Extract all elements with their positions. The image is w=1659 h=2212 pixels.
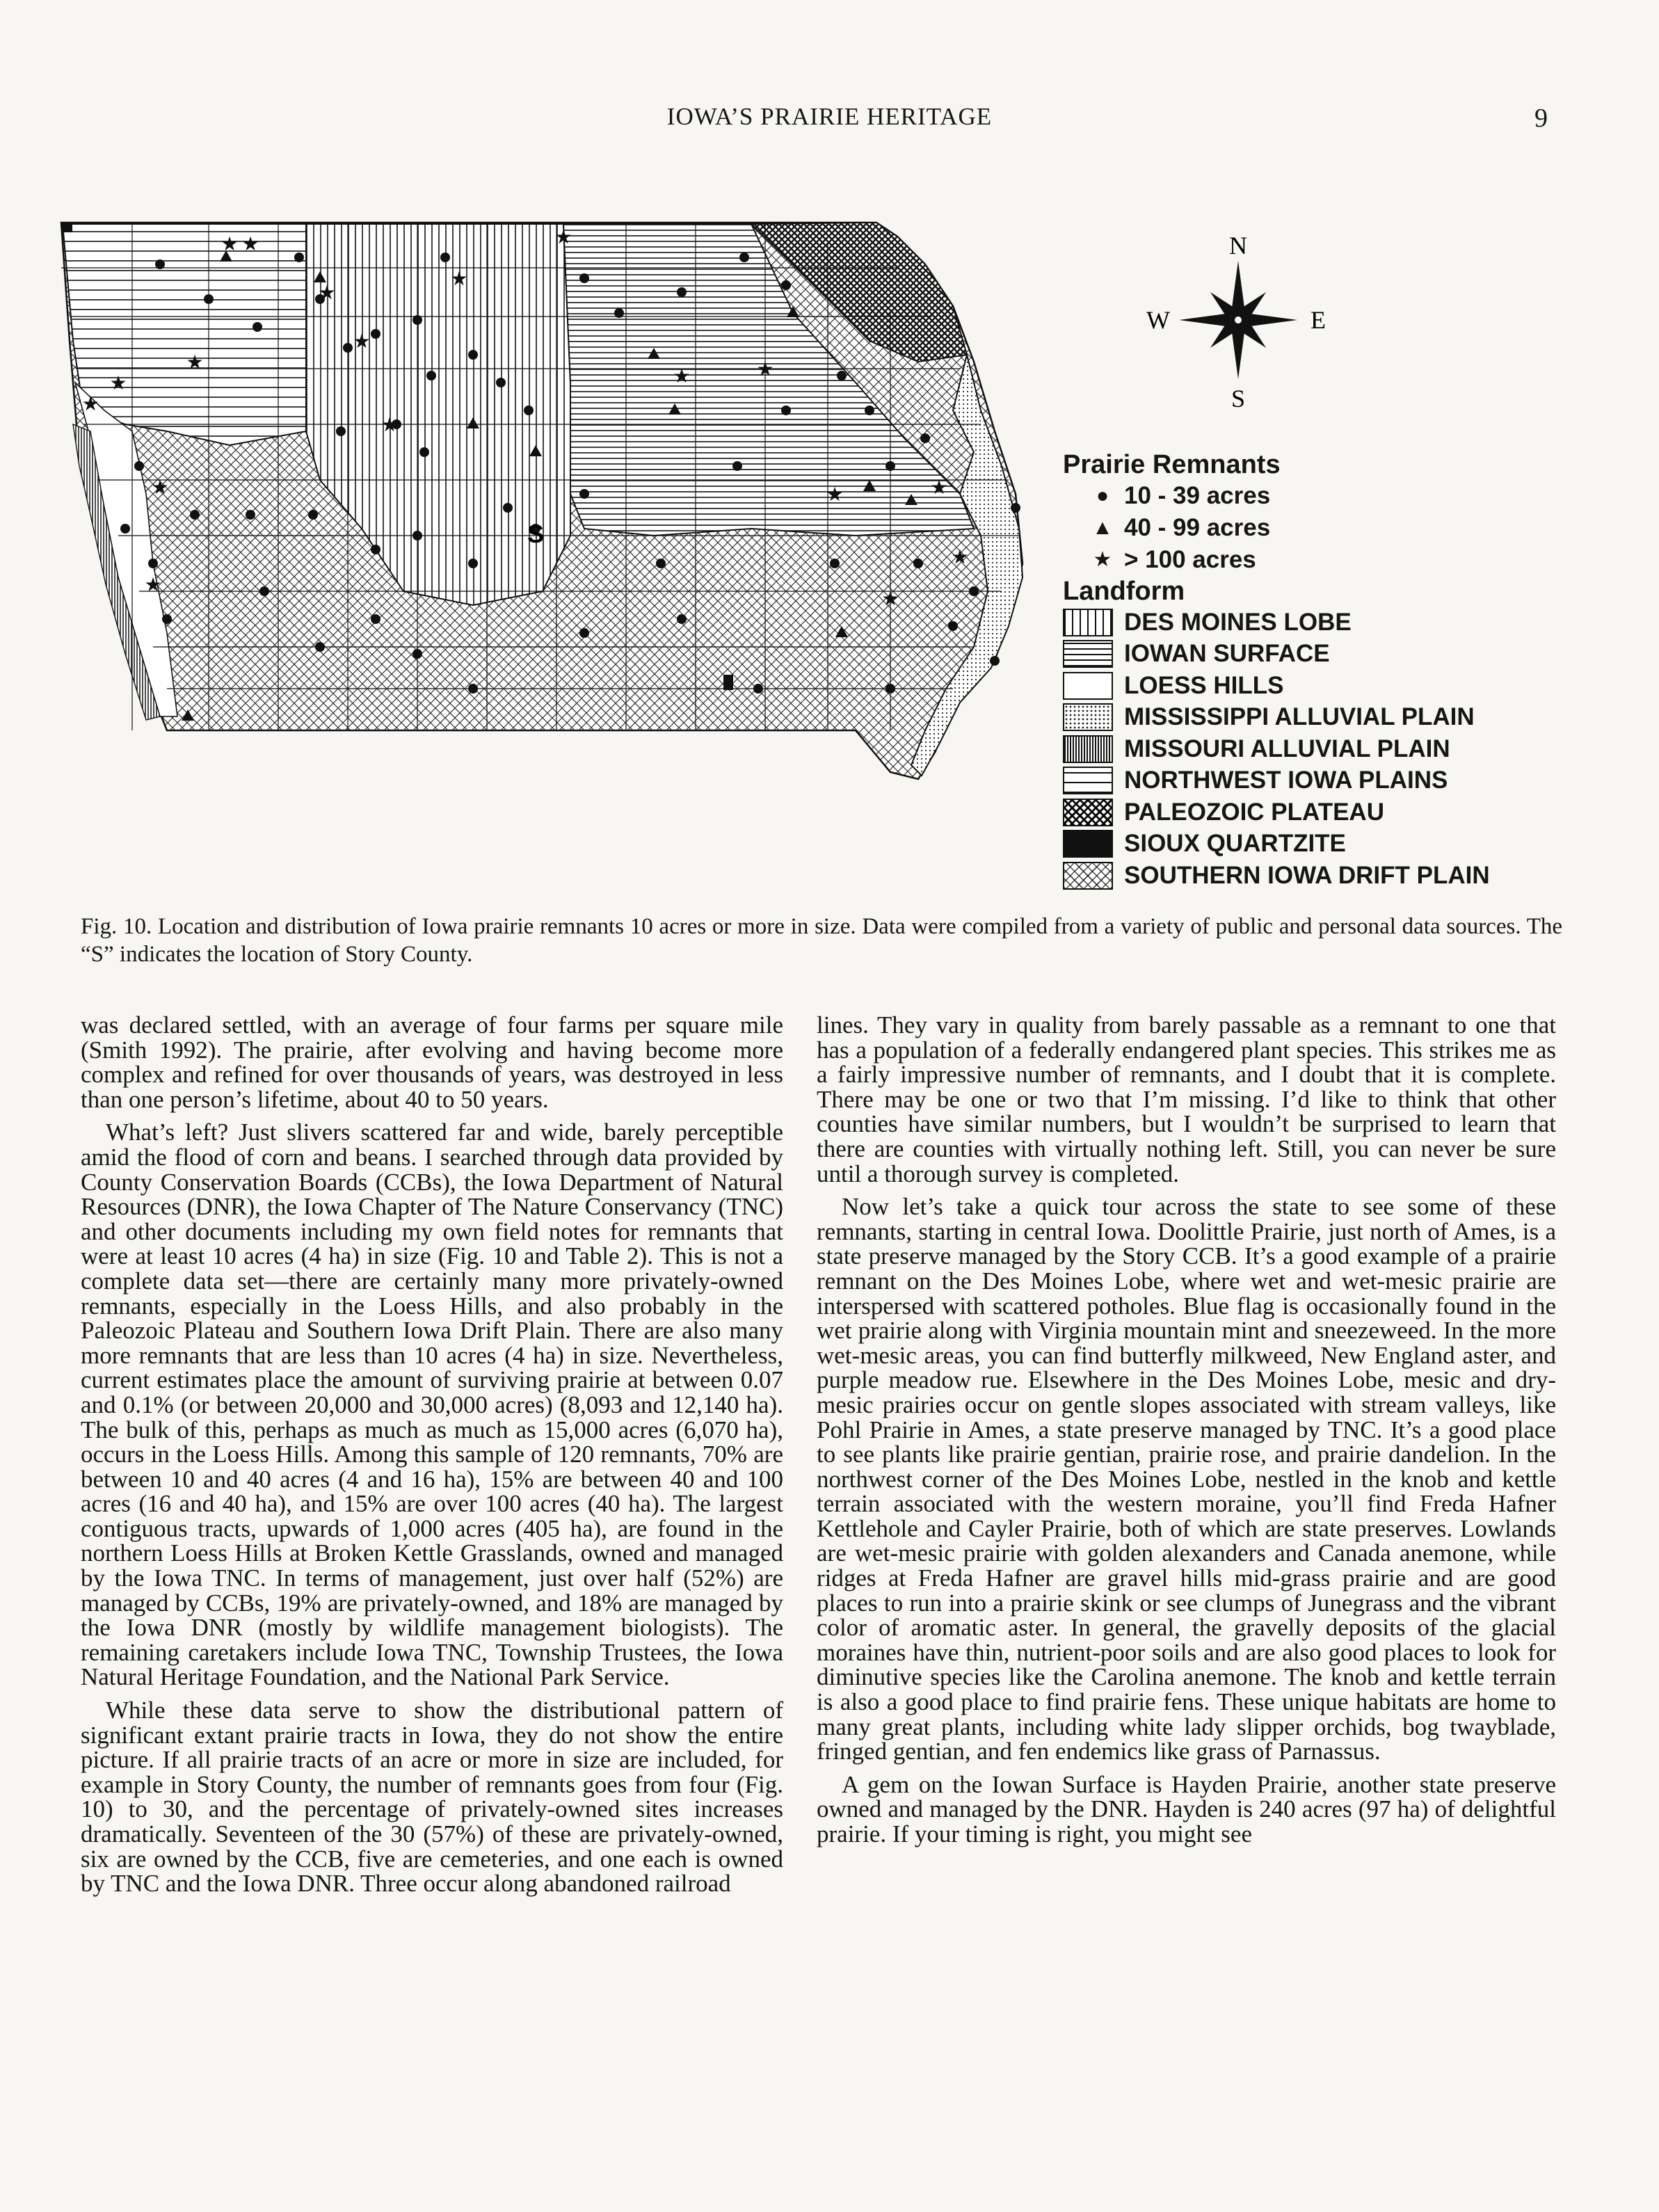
- story-county-marker: S: [527, 520, 545, 548]
- legend-landform-label: NORTHWEST IOWA PLAINS: [1124, 767, 1448, 794]
- legend-landform-row: [1063, 607, 1571, 639]
- svg-text:★: ★: [318, 281, 336, 304]
- compass-west: W: [1146, 306, 1170, 334]
- svg-text:★: ★: [144, 573, 162, 596]
- map-legend: [1063, 449, 1571, 892]
- legend-remnants-heading: Prairie Remnants: [1063, 450, 1281, 479]
- horizontal-lines-swatch-icon: [1063, 640, 1113, 668]
- compass-east: E: [1311, 306, 1326, 334]
- legend-landform-label: MISSISSIPPI ALLUVIAL PLAIN: [1124, 703, 1475, 731]
- svg-text:★: ★: [81, 392, 99, 415]
- legend-landform-row: [1063, 733, 1571, 765]
- triangle-icon: ▲: [1092, 516, 1113, 539]
- legend-landform-row: [1063, 670, 1571, 702]
- legend-landform-label: PALEOZOIC PLATEAU: [1124, 798, 1384, 826]
- compass-south: S: [1231, 385, 1246, 412]
- paragraph: Now let’s take a quick tour across the state to see some of these remnants, starting in central Iowa. Doolittle Prairie, just north of Ames, is a state preserve managed by the Story CCB. It’s a good example of a prairie remnant on the Des Moines Lobe, where wet and wet-mesic prairie are interspersed with scattered potholes. Blue flag is occasionally found in the wet prairie along with Virginia mountain mint and sneezeweed. In the more wet-mesic areas, you can find butterfly milkweed, New England aster, and purple meadow rue. Elsewhere in the Des Moines Lobe, mesic and dry-mesic prairies occur on gentle slopes associated with stream valleys, like Pohl Prairie in Ames, a state preserve managed by TNC. It’s a good place to see plants like prairie gentian, prairie rose, and prairie dandelion. In the northwest corner of the Des Moines Lobe, nestled in the knob and kettle terrain associated with the western moraine, you’ll find Freda Hafner Kettlehole and Cayler Prairie, both of which are state preserves. Lowlands are wet-mesic prairie with golden alexanders and Canada anemone, while ridges at Freda Hafner are gravel hills mid-grass prairie and are good places to run into a prairie skink or see clumps of Junegrass and the vibrant color of aromatic aster. In general, the gravelly deposits of the glacial moraines have thin, nutrient-poor soils and are also good places to look for diminutive species like the Carolina anemone. The knob and kettle terrain is also a good place to find prairie fens. These unique habitats are home to many great plants, including white lady slipper orchids, bog twayblade, fringed gentian, and fen endemics like grass of Parnassus.: [817, 1193, 1556, 1765]
- legend-remnant-row: [1063, 544, 1571, 576]
- legend-landform-label: MISSOURI ALLUVIAL PLAIN: [1124, 735, 1450, 762]
- legend-landform-label: LOESS HILLS: [1124, 671, 1284, 699]
- heavy-crosshatch-swatch-icon: [1063, 799, 1113, 826]
- left-text-column: [81, 1013, 783, 1896]
- paragraph: lines. They vary in quality from barely passable as a remnant to one that has a population of a federally endangered plant species. This strikes me as a fairly impressive number of remnants, and I doubt that it is complete. There may be one or two that I’m missing. I’d like to think that other counties have similar numbers, but I wouldn’t be surprised to learn that there are counties with virtually nothing left. Still, you can never be sure until a thorough survey is completed.: [817, 1011, 1556, 1187]
- running-head: IOWA’S PRAIRIE HERITAGE: [666, 103, 993, 130]
- paragraph: was declared settled, with an average of four farms per square mile (Smith 1992). The prairie, after evolving and having become more complex and refined for over thousands of years, was destroyed in less than one person’s lifetime, about 40 to 50 years.: [81, 1011, 783, 1113]
- figure-caption: Fig. 10. Location and distribution of Iowa prairie remnants 10 acres or more in size. Data were compiled from a variety of public and personal data sources. The “S” indicates the location of Story County.: [81, 914, 1562, 967]
- light-crosshatch-swatch-icon: [1063, 862, 1113, 890]
- svg-text:★: ★: [930, 476, 948, 499]
- svg-text:★: ★: [151, 476, 169, 499]
- svg-text:★: ★: [826, 483, 844, 506]
- sioux-quartzite-region: [63, 224, 72, 232]
- paragraph: While these data serve to show the distributional pattern of significant extant prairie tracts in Iowa, they do not show the entire picture. If all prairie tracts of an acre or more in size are included, for example in Story County, the number of remnants goes from four (Fig. 10) to 30, and the percentage of privately-owned sites increases dramatically. Seventeen of the 30 (57%) of these are privately-owned, six are owned by the CCB, five are cemeteries, and one each is owned by TNC and the Iowa DNR. Three occur along abandoned railroad: [81, 1697, 783, 1898]
- svg-text:★: ★: [186, 351, 204, 374]
- legend-landform-row: [1063, 796, 1571, 828]
- vertical-lines-swatch-icon: [1063, 609, 1113, 636]
- paragraph: What’s left? Just slivers scattered far and wide, barely perceptible amid the flood of corn and beans. I searched through data provided by County Conservation Boards (CCBs), the Iowa Department of Natural Resources (DNR), the Iowa Chapter of The Nature Conservancy (TNC) and other documents including my own field notes for remnants that were at least 10 acres (4 ha) in size (Fig. 10 and Table 2). This is not a complete data set—there are certainly many more privately-owned remnants, especially in the Loess Hills, and also probably in the Paleozoic Plateau and Southern Iowa Drift Plain. There are also many more remnants that are less than 10 acres (4 ha) in size. Nevertheless, current estimates place the amount of surviving prairie at between 0.07 and 0.1% (or between 20,000 and 30,000 acres) (8,093 and 12,140 ha). The bulk of this, perhaps as much as much as 15,000 acres (6,070 ha), occurs in the Loess Hills. Among this sample of 120 remnants, 70% are between 10 and 40 acres (4 and 16 ha), 15% are between 40 and 100 acres (16 and 40 ha), and 15% are over 100 acres (40 ha). The largest contiguous tracts, upwards of 1,000 acres (405 ha), are found in the northern Loess Hills at Broken Kettle Grasslands, owned and managed by the Iowa TNC. In terms of management, just over half (52%) are managed by CCBs, 19% are privately-owned, and 18% are managed by the Iowa DNR (mostly by wildlife management biologists). The remaining caretakers include Iowa TNC, Township Trustees, the Iowa Natural Heritage Foundation, and the National Park Service.: [81, 1119, 783, 1691]
- compass-north: N: [1229, 232, 1247, 259]
- blank-swatch-icon: [1063, 672, 1113, 700]
- svg-text:★: ★: [380, 413, 399, 436]
- circle-icon: ●: [1096, 484, 1109, 507]
- svg-text:★: ★: [554, 225, 572, 248]
- legend-landform-label: IOWAN SURFACE: [1124, 640, 1330, 668]
- page-number: 9: [1534, 104, 1548, 133]
- legend-landform-row: [1063, 860, 1571, 892]
- svg-text:★: ★: [353, 330, 371, 353]
- legend-landform-label: SIOUX QUARTZITE: [1124, 830, 1346, 858]
- stipple-swatch-icon: [1063, 703, 1113, 731]
- svg-text:★: ★: [756, 358, 774, 380]
- legend-landform-label: SOUTHERN IOWA DRIFT PLAIN: [1124, 861, 1490, 889]
- dense-vertical-swatch-icon: [1063, 735, 1113, 763]
- svg-text:★: ★: [951, 545, 969, 568]
- compass-rose: [1146, 232, 1326, 412]
- svg-text:★: ★: [450, 267, 468, 290]
- legend-remnant-label: 10 - 39 acres: [1124, 482, 1271, 509]
- svg-text:★: ★: [673, 364, 691, 387]
- legend-landform-row: [1063, 828, 1571, 860]
- right-text-column: [817, 1013, 1556, 1847]
- legend-landform-row: [1063, 702, 1571, 734]
- legend-remnant-row: [1063, 480, 1571, 512]
- legend-landform-heading: Landform: [1063, 577, 1185, 606]
- solid-black-swatch-icon: [1063, 830, 1113, 858]
- svg-text:★: ★: [221, 232, 239, 255]
- paragraph: A gem on the Iowan Surface is Hayden Prairie, another state preserve owned and managed by the DNR. Hayden is 240 acres (97 ha) of delightful prairie. If your timing is right, you might see: [817, 1770, 1556, 1848]
- wide-horizontal-swatch-icon: [1063, 767, 1113, 794]
- legend-landform-row: [1063, 765, 1571, 797]
- svg-text:★: ★: [241, 232, 259, 255]
- legend-landform-label: DES MOINES LOBE: [1124, 608, 1352, 636]
- star-icon: ★: [1093, 548, 1112, 571]
- legend-remnant-label: > 100 acres: [1124, 546, 1256, 573]
- legend-remnant-row: [1063, 512, 1571, 544]
- svg-text:★: ★: [109, 371, 127, 394]
- legend-remnant-label: 40 - 99 acres: [1124, 514, 1271, 541]
- legend-landform-row: [1063, 639, 1571, 671]
- svg-text:★: ★: [881, 587, 899, 610]
